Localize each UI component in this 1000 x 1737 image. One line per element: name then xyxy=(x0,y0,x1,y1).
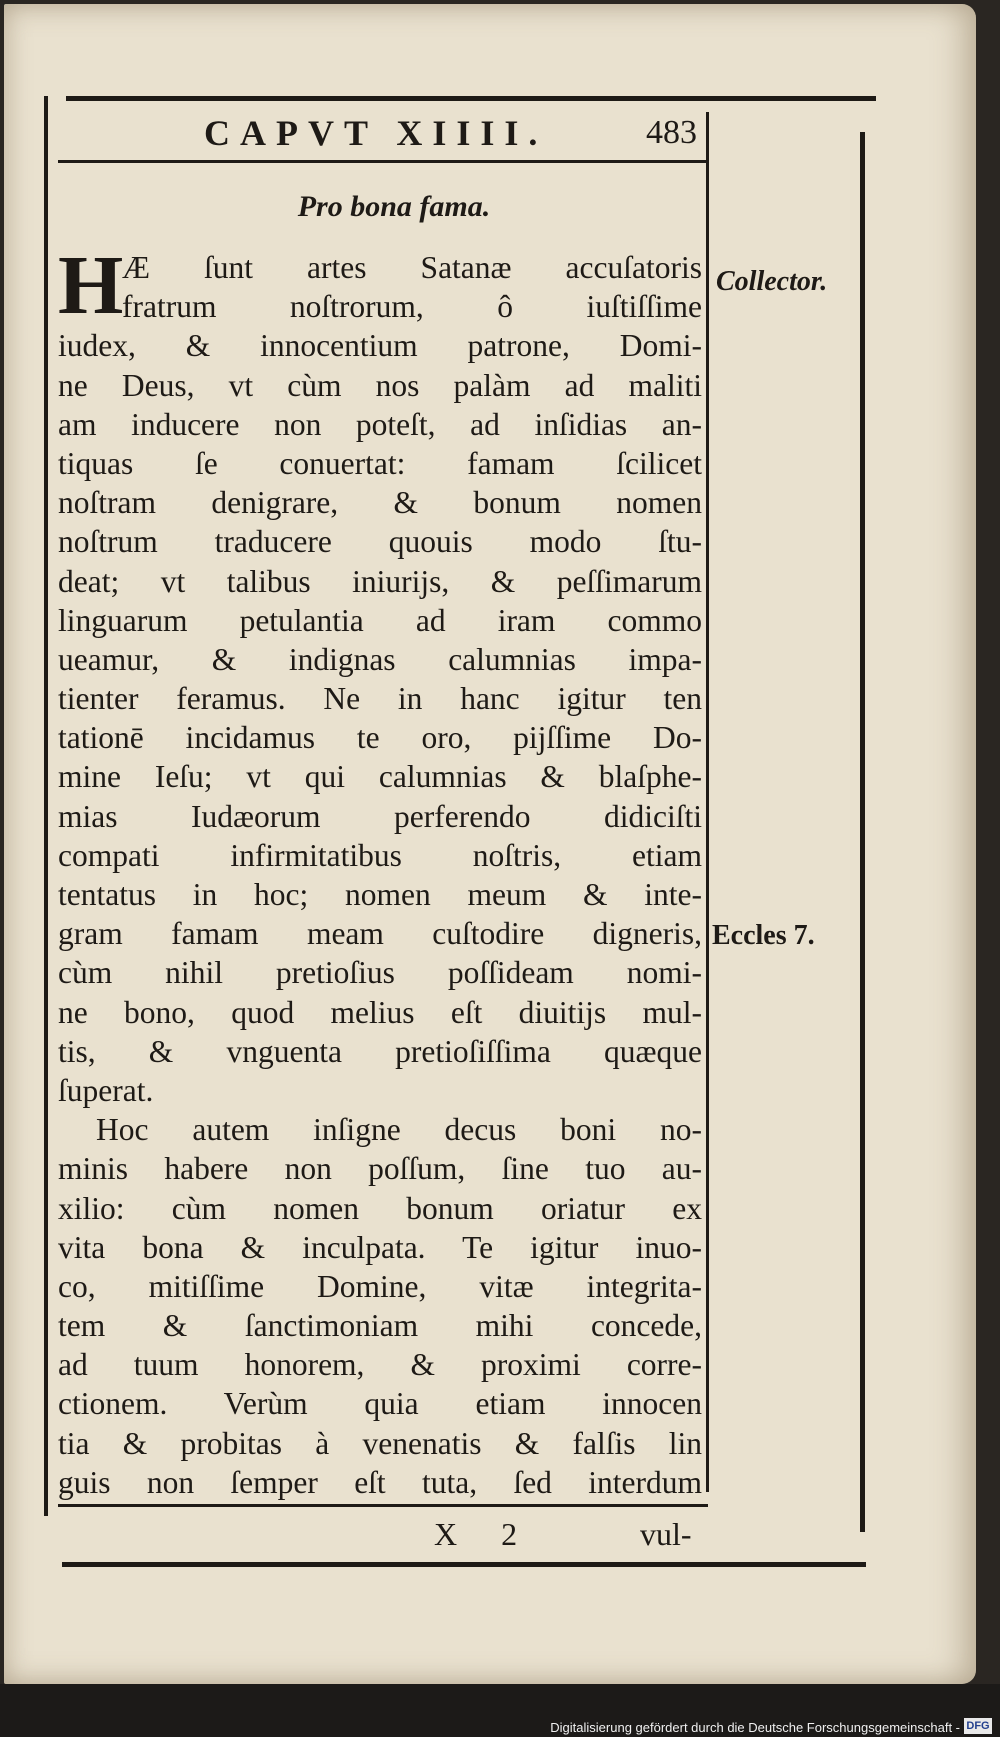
body-text xyxy=(58,239,702,1502)
text-line: ne Deus, vt cùm nos palàm ad maliti xyxy=(58,367,702,403)
margin-note-eccles: Eccles 7. xyxy=(712,920,815,951)
bottom-text-rule xyxy=(58,1504,708,1507)
text-line: compati infirmitatibus noſtris, etiam xyxy=(58,837,702,873)
text-line: guis non ſemper eſt tuta, ſed interdum xyxy=(58,1464,702,1500)
text-line: noſtram denigrare, & bonum nomen xyxy=(58,485,702,521)
text-line: Æ ſunt artes Satanæ accuſatoris xyxy=(122,250,702,285)
running-head: CAPVT XIIII. xyxy=(204,113,548,153)
right-border xyxy=(860,132,865,1532)
text-line: fratrum noſtrorum, ô iuſtiſſime xyxy=(122,289,702,325)
text-line: gram famam meam cuſtodire digneris, xyxy=(58,916,702,952)
text-line: xilio: cùm nomen bonum oriatur ex xyxy=(58,1190,702,1226)
text-line: deat; vt talibus iniurijs, & peſſimarum xyxy=(58,563,702,599)
page-number: 483 xyxy=(646,114,697,151)
text-line: Hoc autem inſigne decus boni no- xyxy=(96,1112,702,1148)
text-line: iudex, & innocentium patrone, Domi- xyxy=(58,328,702,364)
text-line: tienter feramus. Ne in hanc igitur ten xyxy=(58,681,702,717)
text-line: tis, & vnguenta pretioſiſſima quæque xyxy=(58,1033,702,1069)
signature-mark: X 2 xyxy=(434,1516,536,1552)
text-line: ad tuum honorem, & proximi corre- xyxy=(58,1347,702,1383)
text-line: mine Ieſu; vt qui calumnias & blaſphe- xyxy=(58,759,702,795)
footer-bar xyxy=(0,1684,1000,1737)
text-line: cùm nihil pretioſius poſſideam nomi- xyxy=(58,955,702,991)
text-line: noſtrum traducere quouis modo ſtu- xyxy=(58,524,702,560)
bottom-rule xyxy=(62,1562,866,1567)
text-line: tia & probitas à venenatis & falſis lin xyxy=(58,1425,702,1461)
text-line: am inducere non poteſt, ad inſidias an- xyxy=(58,406,702,442)
dfg-logo-icon: DFG xyxy=(964,1718,992,1734)
text-line: ctionem. Verùm quia etiam innocen xyxy=(58,1386,702,1422)
text-line: mias Iudæorum perferendo didiciſti xyxy=(58,798,702,834)
text-line: co, mitiſſime Domine, vitæ integrita- xyxy=(58,1268,702,1304)
top-rule xyxy=(66,96,876,101)
margin-note-collector: Collector. xyxy=(716,266,828,297)
section-title: Pro bona fama. xyxy=(297,190,491,223)
text-line: ſuperat. xyxy=(58,1072,154,1108)
text-line: tentatus in hoc; nomen meum & inte- xyxy=(58,877,702,912)
catchword: vul- xyxy=(640,1516,692,1552)
text-line: tiquas ſe conuertat: famam ſcilicet xyxy=(58,445,702,481)
column-divider xyxy=(706,112,709,1492)
text-line: tem & ſanctimoniam mihi concede, xyxy=(58,1308,702,1344)
text-line: ne bono, quod melius eſt diuitijs mul- xyxy=(58,994,702,1030)
book-page xyxy=(4,4,976,1684)
text-line: minis habere non poſſum, ſine tuo au- xyxy=(58,1151,702,1187)
text-line: linguarum petulantia ad iram commo xyxy=(58,602,702,638)
left-border xyxy=(44,96,48,1516)
text-line: ueamur, & indignas calumnias impa- xyxy=(58,641,702,677)
drop-cap: H xyxy=(58,239,124,332)
footer-credit: Digitalisierung gefördert durch die Deutsche Forschungsgemeinschaft - xyxy=(550,1720,960,1735)
text-line: vita bona & inculpata. Te igitur inuo- xyxy=(58,1229,702,1265)
text-line: tationē incidamus te oro, pijſſime Do- xyxy=(58,720,702,756)
header-rule xyxy=(58,160,708,163)
